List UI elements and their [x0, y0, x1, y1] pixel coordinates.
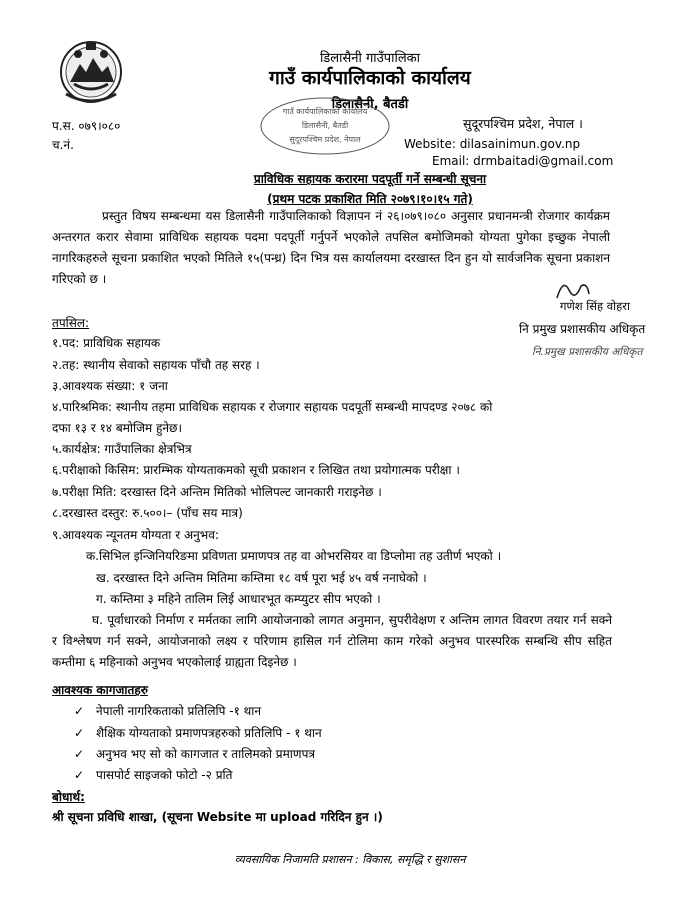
website-text: Website: dilasainimun.gov.np [404, 137, 581, 151]
document-item [74, 702, 261, 719]
signatory-name: गणेश सिंह वोहरा [560, 299, 630, 313]
province-name: सुदूरपश्चिम प्रदेश, नेपाल । [463, 116, 583, 131]
check-icon: ✓ [74, 768, 85, 782]
dispatch-number: च.नं. [52, 138, 74, 152]
details-heading: तपसिल: [52, 316, 90, 330]
email-text: Email: drmbaitadi@gmail.com [432, 154, 614, 168]
document-item [74, 724, 322, 741]
office-name: गाउँ कार्यपालिकाको कार्यालय [269, 67, 471, 89]
detail-fee: ८.दरखास्त दस्तुर: रु.५००।– (पाँच सय मात्र) [52, 506, 243, 520]
notice-title: प्राविधिक सहायक करारमा पदपूर्ती गर्ने सम्बन्धी सूचना [253, 172, 487, 186]
government-emblem-icon [58, 38, 124, 108]
notice-text: श्री सूचना प्रविधि शाखा, (सूचना Website मा upload गरिदिन हुन ।) [52, 810, 383, 824]
detail-level: २.तह: स्थानीय सेवाको सहायक पाँचौ तह सरह । [52, 358, 260, 372]
qualification-heading: ९.आवश्यक न्यूनतम योग्यता र अनुभव: [52, 528, 219, 542]
document-item-label: शैक्षिक योग्यताको प्रमाणपत्रहरुको प्रतिलिपि - १ थान [96, 726, 322, 740]
notice-heading: बोधार्थ: [52, 790, 85, 804]
qualification-c: ग. कम्तिमा ३ महिने तालिम लिई आधारभूत कम्प्युटर सीप भएको । [96, 592, 381, 606]
qualification-b: ख. दरखास्त दिने अन्तिम मितिमा कम्तिमा १८ वर्ष पूरा भई ४५ वर्ष ननाघेको । [96, 571, 427, 585]
detail-exam-method: ६.परीक्षाको किसिम: प्रारम्भिक योग्यताकमको सूची प्रकाशन र लिखित तथा प्रयोगात्मक परीक्षा । [52, 463, 460, 477]
check-icon: ✓ [74, 747, 85, 761]
detail-area: ५.कार्यक्षेत्र: गाउँपालिका क्षेत्रभित्र [52, 442, 192, 456]
document-item-label: अनुभव भए सो को कागजात र तालिमको प्रमाणपत्र [96, 747, 316, 761]
document-item-label: पासपोर्ट साइजको फोटो -२ प्रति [96, 768, 233, 782]
qualification-d: घ. पूर्वाधारको निर्माण र मर्मतका लागि आयोजनाको लागत अनुमान, सुपरीवेक्षण र अन्तिम लागत विवरण तयार गर्न सक्ने र विश्लेषण गर्न सक्ने, आयोजनाको लक्ष्य र परिणाम हासिल गर्न टोलिमा काम गरेको अनुभव पारस्परिक सम्बन्धि सीप सहित कम्तीमा ६ महिनाको अनुभव भएकोलाई ग्राह्यता दिइनेछ । [52, 613, 612, 669]
check-icon: ✓ [74, 726, 85, 740]
reference-number: प.स. ०७९।०८० [52, 119, 121, 133]
intro-paragraph: प्रस्तुत विषय सम्बन्धमा यस डिलासैनी गाउँपालिकाको विज्ञापन नं २६।०७९।०८० अनुसार प्रधानमन्त्री रोजगार कार्यक्रम अन्तरगत करार सेवामा प्राविधिक सहायक पदमा पदपूर्ती गर्नुपर्ने भएकोले तपसिल बमोजिमको योग्यता पुगेका इच्छुक नेपाली नागरिकहरुले सूचना प्रकाशित भएको मितिले १५(पन्ध्र) दिन भित्र यस कार्यालयमा दरखास्त दिन हुन यो सार्वजनिक सूचना प्रकाशन गरिएको छ । [52, 209, 610, 286]
document-item [74, 766, 232, 783]
stamp-line-3: सुदूरपश्चिम प्रदेश, नेपाल [289, 135, 361, 144]
office-stamp-icon [258, 96, 392, 156]
stamp-line-1: गाउँ कार्यपालिकाको कार्यालय [282, 107, 368, 116]
documents-heading: आवश्यक कागजातहरु [52, 683, 148, 697]
signatory-stamp: नि.प्रमुख प्रशासकीय अधिकृत [532, 346, 643, 358]
detail-post: १.पद: प्राविधिक सहायक [52, 336, 161, 350]
municipality-name: डिलासैनी गाउँपालिका [319, 51, 421, 66]
office-location: डिलासैनी, बैतडी [331, 97, 409, 112]
footer-motto: व्यवसायिक निजामति प्रशासन : विकास, समृद्धि र सुशासन [234, 853, 466, 866]
detail-count: ३.आवश्यक संख्या: १ जना [52, 379, 168, 393]
detail-pay-line-1: ४.पारिश्रमिक: स्थानीय तहमा प्राविधिक सहायक र रोजगार सहायक पदपूर्ती सम्बन्धी मापदण्ड २०७८ को [52, 400, 493, 414]
detail-pay-line-2: दफा १३ र १४ बमोजिम हुनेछ। [52, 421, 182, 435]
document-item-label: नेपाली नागरिकताको प्रतिलिपि -१ थान [96, 704, 262, 718]
check-icon: ✓ [74, 704, 85, 718]
detail-exam-date: ७.परीक्षा मिति: दरखास्त दिने अन्तिम मितिको भोलिपल्ट जानकारी गराइनेछ । [52, 485, 382, 499]
signatory-title: नि प्रमुख प्रशासकीय अधिकृत [519, 322, 646, 336]
document-item [74, 745, 315, 762]
stamp-line-2: डिलासैनी, बैतडी [301, 121, 349, 130]
qualification-a: क.सिभिल इन्जिनियरिङमा प्रविणता प्रमाणपत्र तह वा ओभरसियर वा डिप्लोमा तह उतीर्ण भएको । [86, 549, 502, 563]
notice-subtitle: (प्रथम पटक प्रकाशित मिति २०७९।१०।१५ गते) [267, 192, 473, 206]
